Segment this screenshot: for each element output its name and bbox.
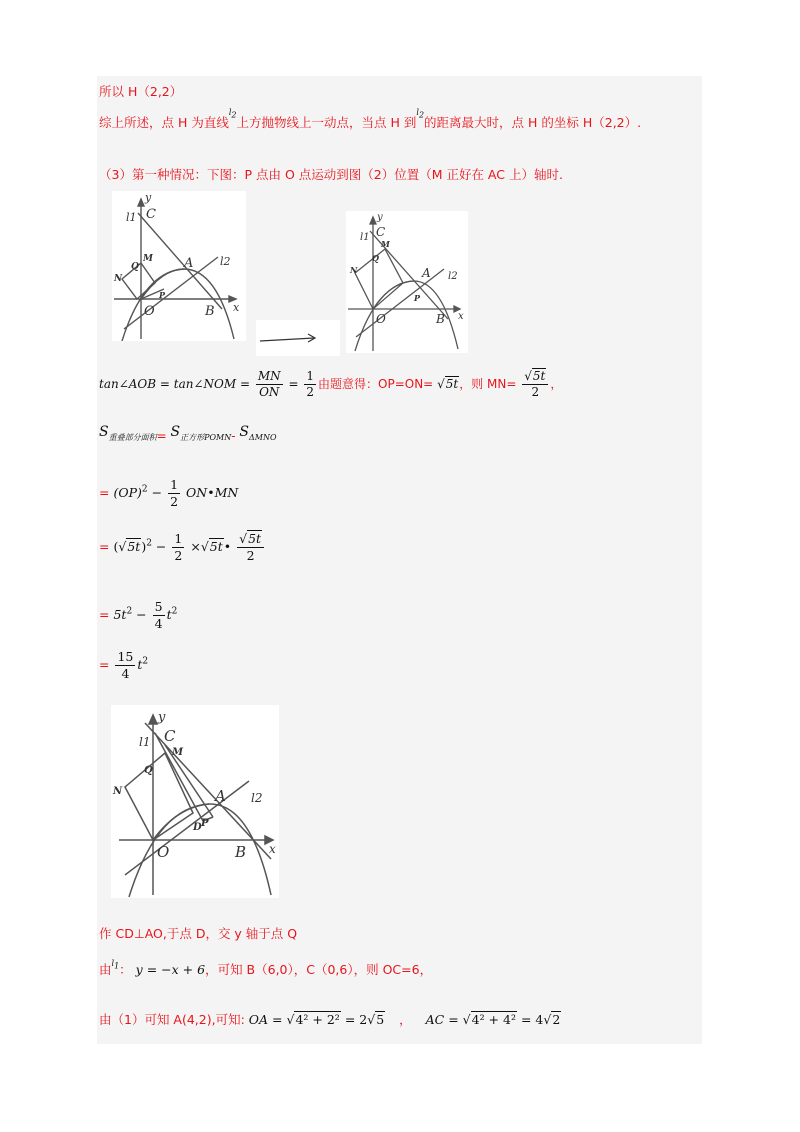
svg-text:P: P <box>201 818 209 829</box>
svg-text:x: x <box>233 301 240 314</box>
svg-text:l2: l2 <box>251 791 263 805</box>
svg-text:C: C <box>164 727 176 745</box>
step-3: = $5t^2$ − $\frac{5}{4}$ $t^2$ <box>99 599 178 631</box>
svg-text:N: N <box>350 265 358 275</box>
step-1: = (OP)$^2$ − $\frac{1}{2}$ ON•MN <box>99 477 239 509</box>
figure-1 <box>112 191 246 341</box>
svg-text:M: M <box>172 747 184 758</box>
svg-text:y: y <box>377 212 383 223</box>
svg-text:M: M <box>143 254 153 264</box>
text-line-l1: 由$^{l1}$： y = −x + 6，可知 B（6,0），C（0,6），则 OC=6， <box>99 959 433 977</box>
svg-text:N: N <box>114 274 123 284</box>
text-line-cd: 作 CD⊥AO,于点 D，交 y 轴于点 Q <box>99 926 298 941</box>
svg-text:Q: Q <box>144 765 153 776</box>
step-2: = $(√5t)^2$ − $\frac{1}{2}$ ×√5t• $\frac{√5t}{2}$ <box>99 532 266 563</box>
area-definition: $S_{重叠部分面积}= S_{正方形POMN}-$ $S_{\Delta MNO}$ <box>99 424 277 443</box>
svg-text:A: A <box>184 256 194 271</box>
svg-text:O: O <box>144 304 155 319</box>
text-line-summary: 综上所述，点 H 为直线$^{l2}$上方抛物线上一动点，当点 H 到$^{l2}$的距离最大时，点 H 的坐标 H（2,2）. <box>99 108 642 130</box>
arrow-box <box>256 320 340 356</box>
svg-text:x: x <box>458 311 464 322</box>
svg-text:B: B <box>436 312 445 326</box>
svg-text:B: B <box>205 304 215 319</box>
svg-text:O: O <box>376 312 386 326</box>
svg-text:O: O <box>157 843 170 861</box>
svg-text:M: M <box>381 239 390 249</box>
svg-text:C: C <box>146 207 156 222</box>
svg-text:l1: l1 <box>139 735 151 749</box>
svg-text:y: y <box>158 710 166 725</box>
step-4: = $\frac{15}{4}$ $t^2$ <box>99 649 149 681</box>
svg-text:l2: l2 <box>220 255 231 268</box>
text-line-h: 所以 H（2,2） <box>99 84 183 99</box>
figure-3 <box>111 705 279 898</box>
text-line-oa-ac: 由（1）可知 A(4,2),可知: OA = √4² + 2² = 2√5 ， AC = √4² + 4² = 4√2 <box>99 1012 561 1027</box>
svg-text:P: P <box>414 293 421 303</box>
svg-text:l2: l2 <box>448 271 458 282</box>
svg-text:Q: Q <box>372 253 379 263</box>
svg-text:P: P <box>159 290 166 300</box>
text-line-case3: （3）第一种情况：下图：P 点由 O 点运动到图（2）位置（M 正好在 AC 上）轴时. <box>99 167 563 182</box>
figure-2 <box>346 211 468 353</box>
svg-text:D: D <box>193 822 202 833</box>
tan-equation: tan∠AOB = tan∠NOM = $\frac{MN}{ON}$ = $\frac{1}{2}$ 由题意得：OP=ON= √5t，则 MN= $\frac{√5t}{2}$ ， <box>99 369 563 400</box>
svg-text:l1: l1 <box>360 232 370 243</box>
svg-text:B: B <box>235 843 247 861</box>
svg-text:x: x <box>269 842 276 856</box>
svg-text:Q: Q <box>131 262 139 272</box>
svg-text:A: A <box>422 266 431 280</box>
svg-text:A: A <box>215 787 226 805</box>
svg-text:N: N <box>113 786 123 797</box>
svg-text:C: C <box>376 225 386 239</box>
svg-text:y: y <box>145 191 152 204</box>
svg-text:l1: l1 <box>126 211 137 224</box>
